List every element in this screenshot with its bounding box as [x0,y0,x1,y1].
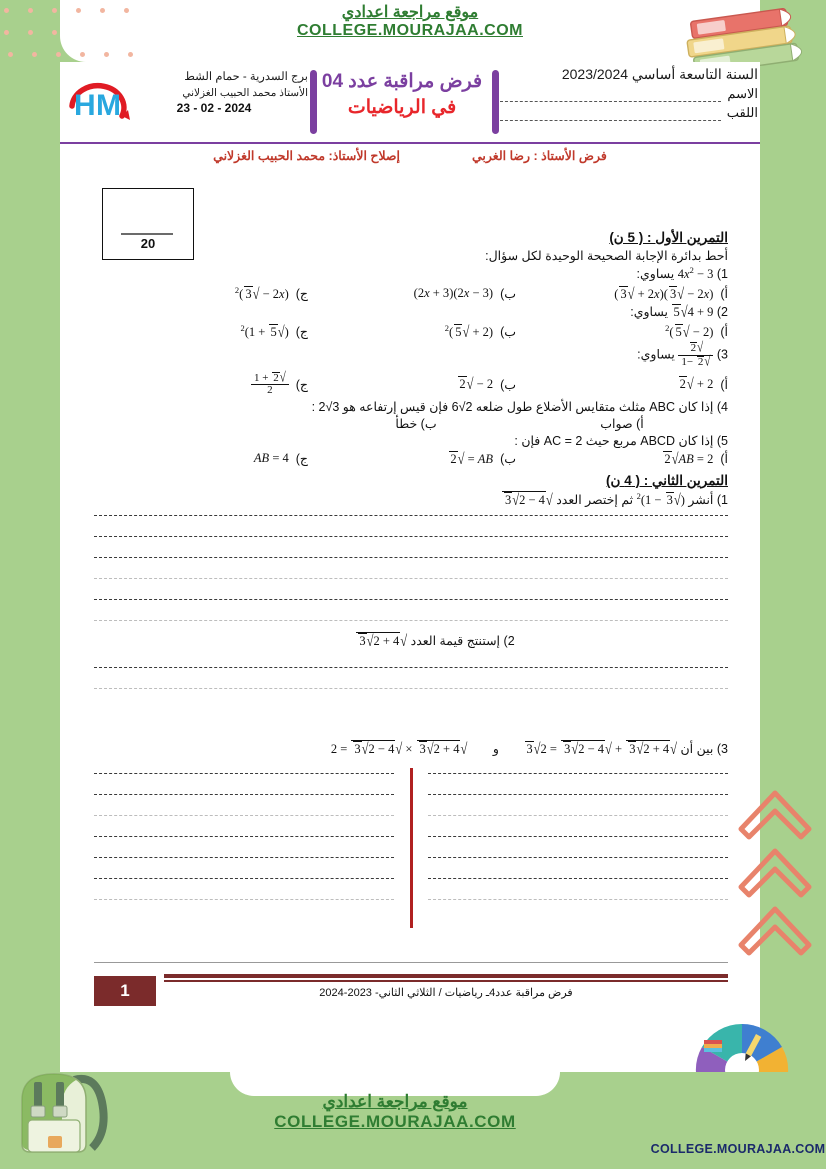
answer-line[interactable] [94,598,728,600]
site-brand-top [60,4,760,41]
exercise2-item-1 [94,491,728,508]
q3-option-c[interactable] [108,369,308,397]
answer-line[interactable] [94,814,394,816]
q3-option-b[interactable] [308,372,516,397]
q1-expression: $4x^2 - 3$ [677,265,714,282]
name-input-line[interactable] [500,88,721,102]
answer-line[interactable] [94,835,394,837]
q1-option-b-label: ب) [500,287,516,302]
answer-lines-block-2[interactable] [94,666,728,708]
q1-option-a[interactable] [516,285,728,302]
exercise2-item-3-wrap [94,738,728,757]
answer-line[interactable] [94,619,728,621]
answer-line[interactable] [428,772,728,774]
question-3-options [94,369,728,397]
ex2-q3-expr-2: √4 + 2√3 × √4 − 2√3 = 2 [330,740,468,758]
question-1-options [94,285,728,302]
q5-option-a-expr: AB = 2√2 [664,449,714,468]
header-student-block [500,66,758,121]
q3-option-a[interactable] [516,372,728,397]
question-3-stem [94,342,728,368]
q2-option-a[interactable] [516,323,728,340]
answer-line[interactable] [428,814,728,816]
exercise2-item-2-wrap [94,630,728,649]
exam-date: 23 - 02 - 2024 [176,100,252,115]
q3-option-b-expr: 2 − √2 [459,375,494,393]
ex2-q1-expr-2: √4 − 2√3 [501,493,553,507]
q1-option-b[interactable] [308,285,516,302]
footer-bar-thick [164,974,728,978]
q4-option-b[interactable] [316,416,516,431]
q4-text: إذا كان ABC مثلث متقايس الأضلاع طول ضلعه 2√6 فإن قيس إرتفاعه هو 3√2 : [311,399,714,414]
footer-top-rule [94,962,728,963]
exam-header [60,64,760,140]
answer-line[interactable] [94,535,728,537]
answer-line[interactable] [428,877,728,879]
teacher-name: الأستاذ محمد الحبيب الغزلاني [182,86,308,99]
q1-option-a-expr: (2x − √3)(2x + √3) [614,284,714,303]
q3-tail: يساوي: [637,347,675,362]
surname-input-line[interactable] [500,107,721,121]
q4-option-a[interactable] [516,416,728,431]
exam-title: فرض مراقبة عدد 04 [321,71,483,92]
header-school-info [138,70,308,116]
school-location: برج السدرية - حمام الشط [184,71,308,83]
q5-option-b-label: ب) [500,452,516,467]
answer-line[interactable] [94,514,728,516]
q5-option-b[interactable] [308,451,516,467]
q5-option-b-expr: AB = √2 [450,449,494,468]
exam-author: فرض الأستاذ : رضا الغربي [472,149,607,163]
question-4-options [94,416,728,431]
ex2-q1-expr-1: $(√3 - 1)^2$ [636,490,685,509]
q3-option-c-expr: $\frac{√2 + 1}{2}$ [251,372,289,397]
header-bottom-rule [60,142,760,144]
ex2-q2-number: 2) [503,634,515,648]
answer-line[interactable] [428,856,728,858]
header-left-block [60,64,310,140]
hm-logo-icon [64,76,136,132]
answer-line[interactable] [94,772,394,774]
question-5-stem [94,433,728,448]
header-divider-left [310,70,317,134]
q2-option-b[interactable] [308,323,516,340]
q3-option-b-label: ب) [500,377,516,392]
answer-line[interactable] [428,898,728,900]
q5-text: إذا كان ABCD مربع حيث AC = 2 فإن : [514,433,714,448]
q1-tail: يساوي: [636,267,675,282]
ex2-q2-expr: √4 + 2√3 [355,634,407,648]
q1-option-b-expr: (2x − 3)(2x + 3) [413,286,494,301]
q4-number: 4) [716,399,728,414]
corner-site-url: COLLEGE.MOURAJAA.COM [650,1142,826,1156]
q2-option-c[interactable] [108,323,308,340]
answer-line[interactable] [428,793,728,795]
q3-number: 3) [716,347,728,362]
q1-option-c-label: ج) [295,287,308,302]
q5-option-c[interactable] [108,451,308,467]
question-2-options [94,323,728,340]
q2-number: 2) [716,305,728,320]
ex2-q1-number: 1) [716,492,728,507]
column-gap [394,772,428,919]
question-1-stem [94,265,728,282]
answer-line[interactable] [94,898,394,900]
exercise2-item-2 [94,632,728,649]
answer-two-column-area[interactable] [94,772,728,919]
ex2-q3-number: 3) [716,742,728,756]
student-surname-row [500,105,758,121]
answer-line[interactable] [428,835,728,837]
question-4-stem [94,399,728,414]
q4-option-a-text: صواب [600,416,633,431]
page-footer [94,970,728,1010]
q4-option-a-label: أ) [636,416,644,431]
site-brand-arabic: موقع مراجعة اعدادي [341,4,479,21]
exam-content [94,182,728,508]
site-brand-bottom-url: COLLEGE.MOURAJAA.COM [274,1112,516,1132]
q3-option-c-label: ج) [295,377,308,392]
answer-line[interactable] [94,856,394,858]
site-brand-bottom-arabic: موقع مراجعة اعدادي [322,1092,468,1111]
q3-option-a-expr: 2 + √2 [679,375,714,393]
svg-text:M: M [96,89,121,122]
q1-option-c-expr: $(2x - √3)^2$ [234,285,289,303]
q2-option-c-expr: $(√5 + 1)^2$ [240,323,289,342]
q2-option-b-expr: $(2 + √5)^2$ [444,323,494,342]
answer-lines-block-1[interactable] [94,514,728,640]
chevron-decoration [735,785,819,965]
q2-option-b-label: ب) [500,325,516,340]
answer-line[interactable] [94,556,728,558]
question-2-stem [94,304,728,320]
q1-option-a-label: أ) [720,287,728,302]
q2-option-c-label: ج) [295,325,308,340]
class-year: السنة التاسعة أساسي 2023/2024 [561,66,758,82]
exercise1-instruction: أحط بدائرة الإجابة الصحيحة الوحيدة لكل سؤال: [485,249,728,263]
header-divider-right [492,70,499,134]
exam-sheet [60,62,760,1072]
ex2-q3-conj: و [492,742,499,756]
q5-option-a-label: أ) [720,452,728,467]
q4-option-b-label: ب) [420,416,437,431]
ex2-q1-text2: ثم إختصر العدد [556,492,634,507]
q2-option-a-label: أ) [720,325,728,340]
q2-option-a-expr: $(2 - √5)^2$ [665,323,714,342]
answer-line[interactable] [94,666,728,668]
q4-option-b-text: خطأ [395,416,418,431]
exercise2-item-3 [94,740,728,757]
vertical-red-divider [410,768,413,928]
q5-number: 5) [716,433,728,448]
q5-option-c-expr: AB = 4 [253,451,289,466]
exercise2-title: التمرين الثاني : ( 4 ن) [606,472,728,488]
site-brand-bottom [180,1092,610,1133]
answer-column-right[interactable] [94,772,394,919]
answer-line[interactable] [94,577,728,579]
exam-corrector: إصلاح الأستاذ: محمد الحبيب الغزلاني [213,149,401,163]
ex2-q1-text: أنشر [688,492,714,507]
ex2-q2-text: إستنتج قيمة العدد [410,634,501,648]
student-name-row [500,86,758,102]
page-number: 1 [94,976,156,1006]
footer-bar-thin [164,980,728,982]
teacher-credits-row [60,148,760,163]
answer-line[interactable] [94,793,394,795]
exam-subject: في الرياضيات [347,96,457,118]
q3-option-a-label: أ) [720,377,728,392]
site-brand-url: COLLEGE.MOURAJAA.COM [297,22,523,40]
svg-text:H: H [74,89,96,122]
q1-number: 1) [716,267,728,282]
answer-column-left[interactable] [428,772,728,919]
name-label: الاسم [727,86,758,101]
q5-option-c-label: ج) [295,452,308,467]
surname-label: اللقب [726,105,758,120]
header-title-block [318,68,486,120]
answer-line[interactable] [94,687,728,689]
ex2-q3-expr-1: √4 + 2√3 + √4 − 2√3 = 2√3 [526,740,677,758]
score-total: 20 [140,236,156,251]
backpack-illustration [4,1062,129,1162]
question-5-options [94,451,728,467]
q2-tail: يساوي: [630,305,668,320]
q5-option-a[interactable] [516,451,728,467]
footer-text: فرض مراقبة عدد4ـ رياضيات / الثلاثي الثاني- 2023-2024 [319,987,573,999]
answer-line[interactable] [94,877,394,879]
exercise1-title: التمرين الأول : ( 5 ن) [609,230,728,245]
q3-expression: $\frac{√2}{√2 -1}$ [678,342,713,368]
q1-option-c[interactable] [108,285,308,302]
q2-expression: 9 + 4√5 [673,303,714,321]
ex2-q3-text: بين أن [680,742,714,756]
